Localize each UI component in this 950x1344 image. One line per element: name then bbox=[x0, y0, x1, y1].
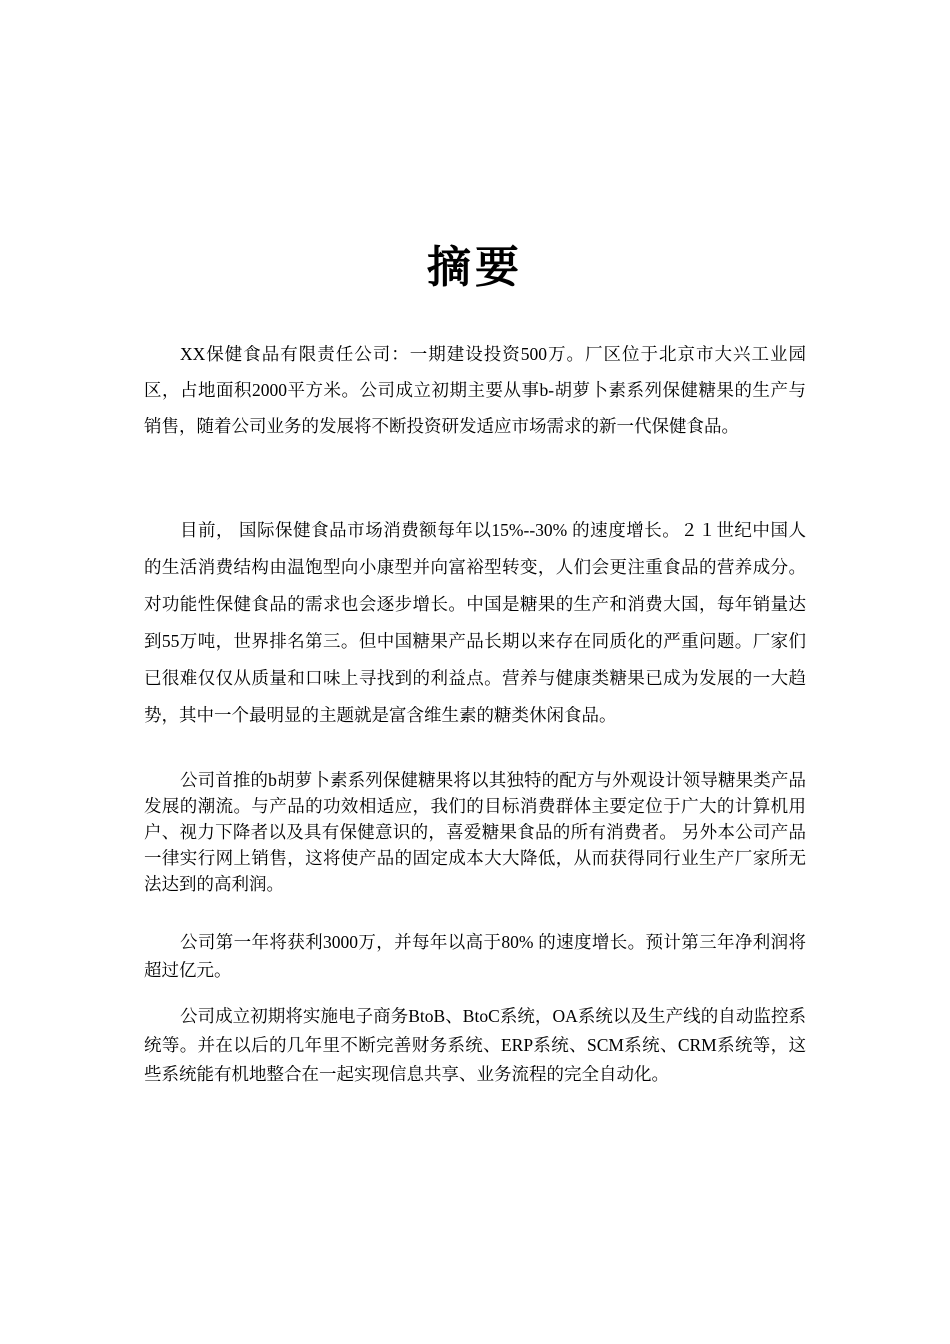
page-title: 摘要 bbox=[427, 242, 523, 293]
paragraph-market-background: 目前， 国际保健食品市场消费额每年以15%--30% 的速度增长。２１世纪中国人的生活消费结构由温饱型向小康型并向富裕型转变，人们会更注重食品的营养成分。对功能性保健食品的需求也会逐步增长。中国是糖果的生产和消费大国，每年销量达到55万吨，世界排名第三。但中国糖果产品长期以来存在同质化的严重问题。厂家们已很难仅仅从质量和口味上寻找到的利益点。营养与健康类糖果已成为发展的一大趋势，其中一个最明显的主题就是富含维生素的糖类休闲食品。 bbox=[144, 520, 806, 725]
paragraph-information-systems: 公司成立初期将实施电子商务BtoB、BtoC系统，OA系统以及生产线的自动监控系统等。并在以后的几年里不断完善财务系统、ERP系统、SCM系统、CRM系统等，这些系统能有机地整合在一起实现信息共享、业务流程的完全自动化。 bbox=[144, 1006, 806, 1084]
paragraph-product-positioning: 公司首推的b胡萝卜素系列保健糖果将以其独特的配方与外观设计领导糖果类产品发展的潮流。与产品的功效相适应，我们的目标消费群体主要定位于广大的计算机用户、视力下降者以及具有保健意识的，喜爱糖果食品的所有消费者。 另外本公司产品一律实行网上销售，这将使产品的固定成本大大降低，从而获得同行业生产厂家所无法达到的高利润。 bbox=[144, 770, 806, 894]
paragraph-profit-forecast: 公司第一年将获利3000万，并每年以高于80% 的速度增长。预计第三年净利润将超过亿元。 bbox=[144, 932, 806, 980]
paragraph-company-overview: XX保健食品有限责任公司：一期建设投资500万。厂区位于北京市大兴工业园区，占地面积2000平方米。公司成立初期主要从事b-胡萝卜素系列保健糖果的生产与销售，随着公司业务的发展将不断投资研发适应市场需求的新一代保健食品。 bbox=[144, 344, 806, 436]
